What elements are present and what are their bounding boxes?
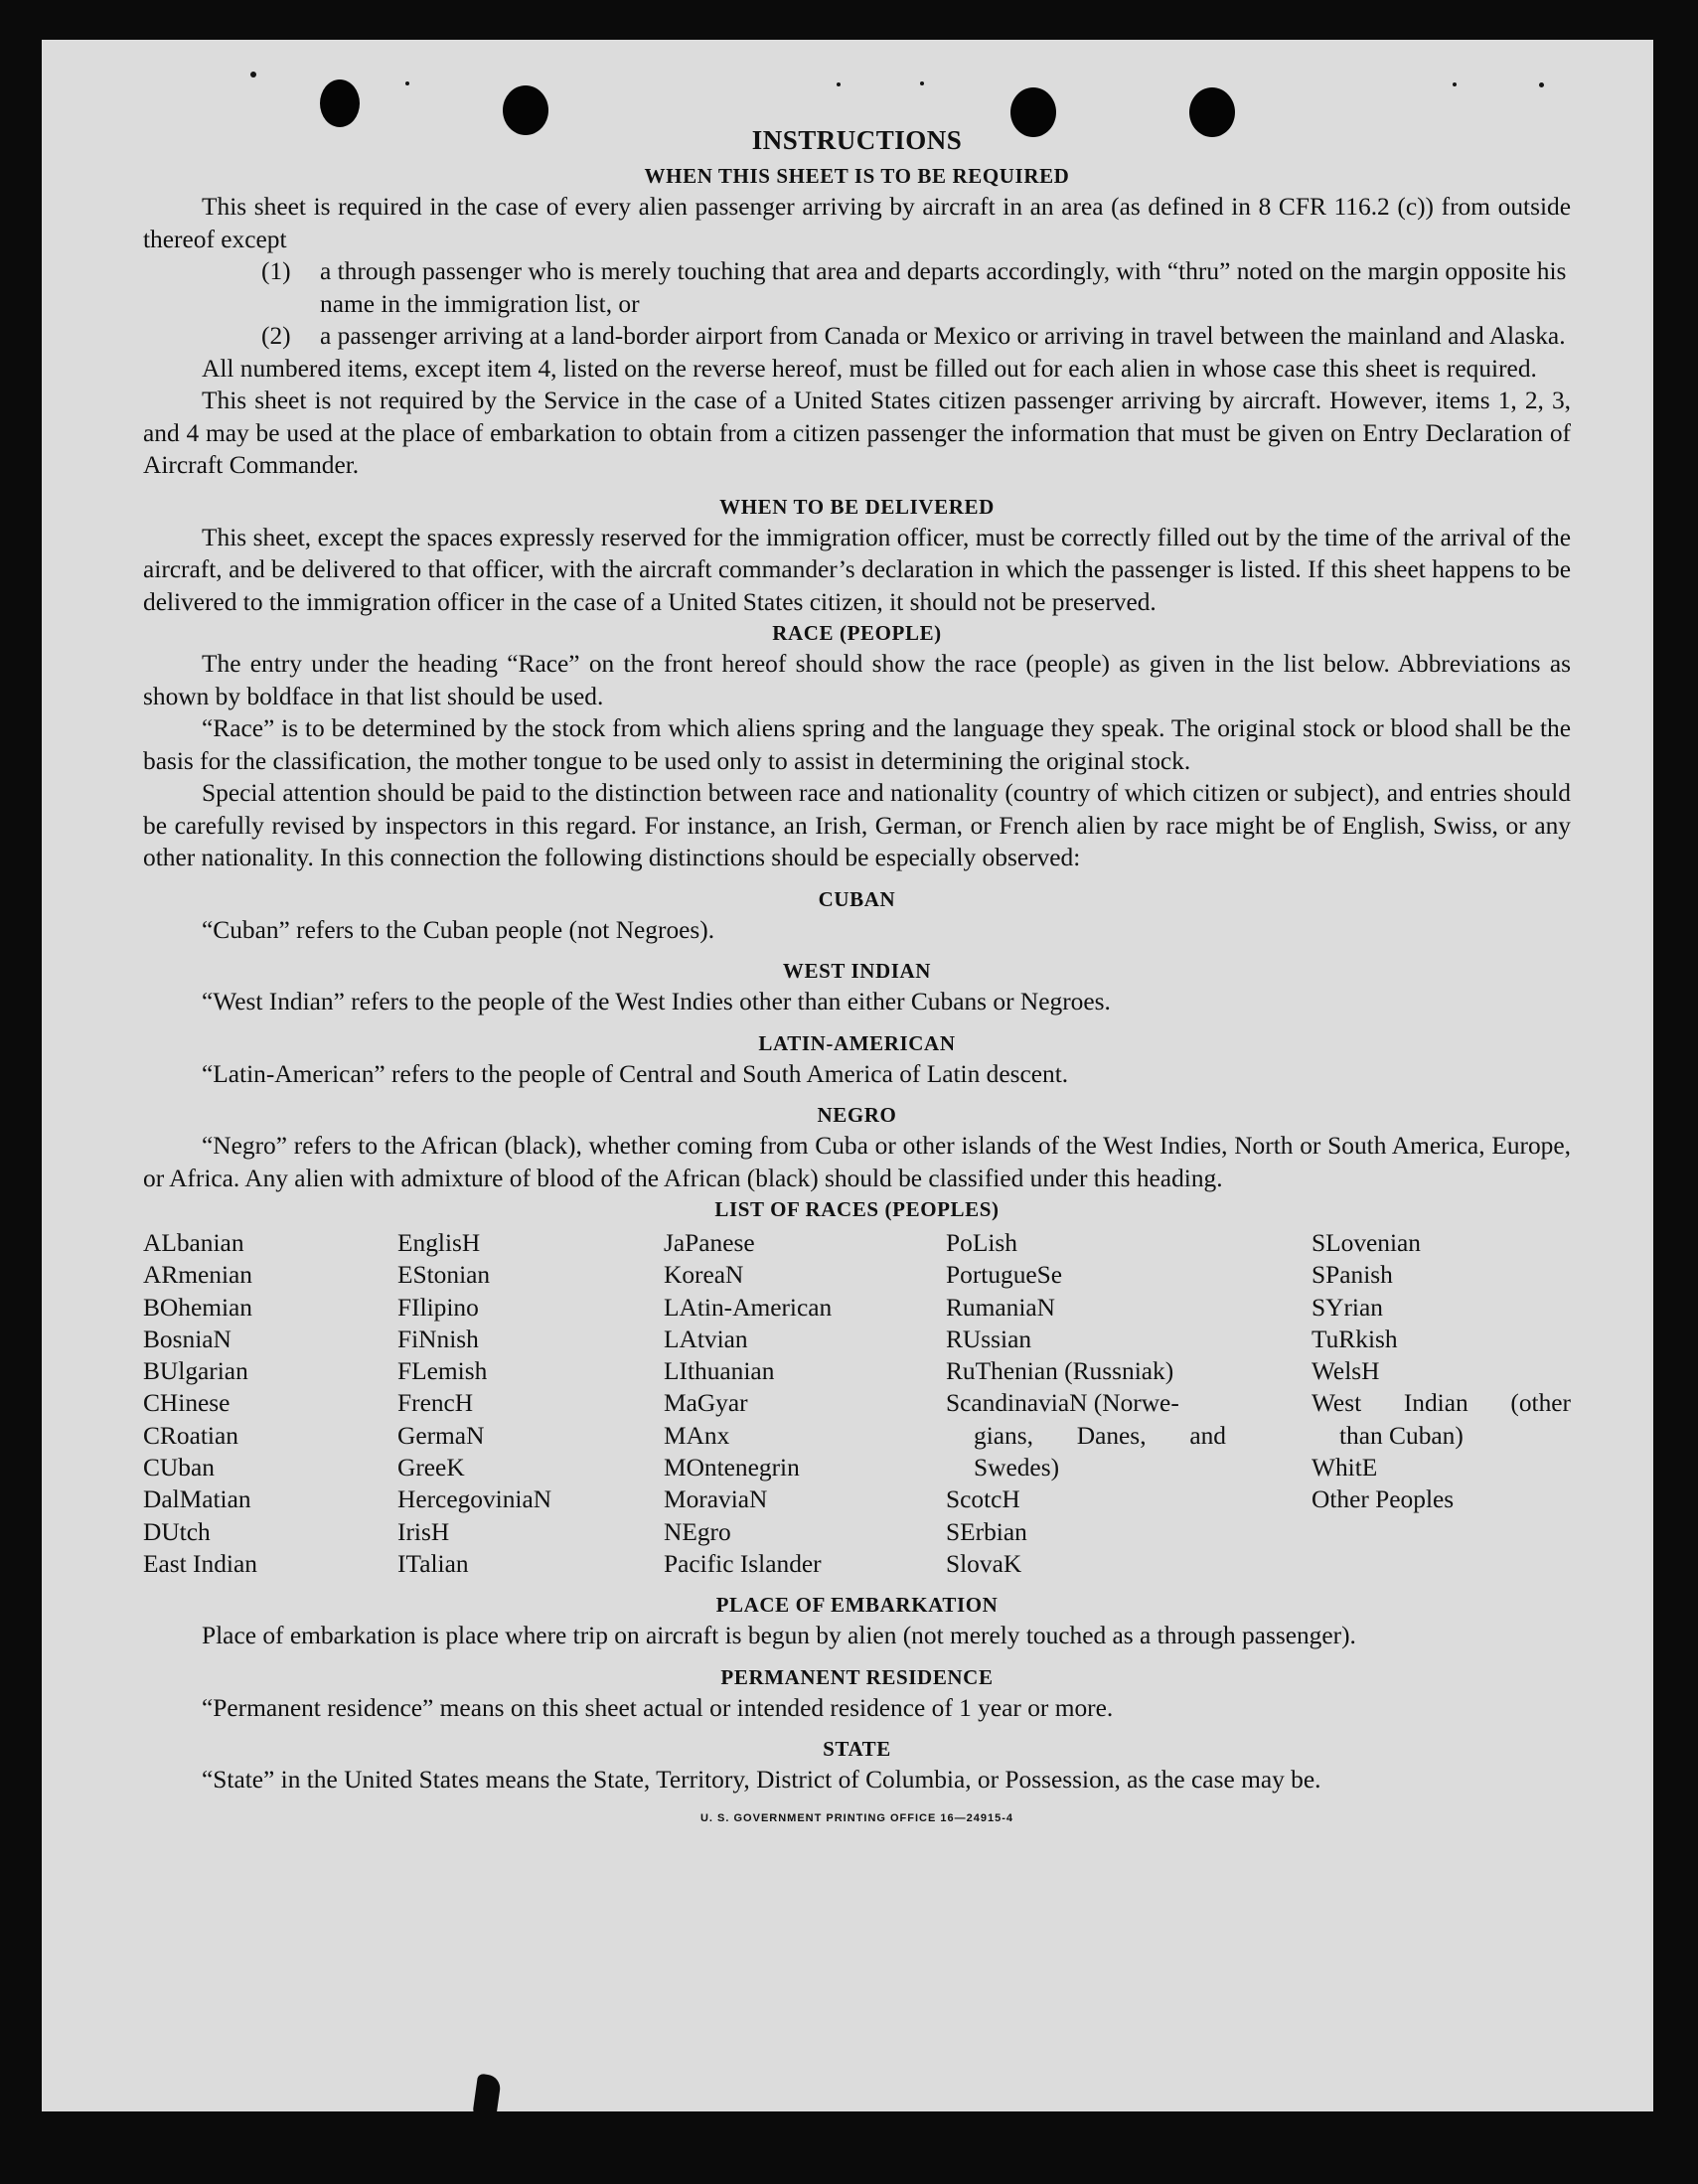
race-entry: Swedes)	[974, 1454, 1060, 1482]
paragraph: The entry under the heading “Race” on the front hereof should show the race (people) as given in the list below. Abbreviations as shown by boldface in that list should be used.	[143, 650, 1571, 710]
race-entry: ScandinaviaN (Norwe-	[946, 1389, 1179, 1418]
race-entry: gians, Danes, and	[974, 1421, 1226, 1450]
race-entry: RuThenian (Russniak)	[946, 1357, 1174, 1386]
race-entry: WhitE	[1312, 1454, 1378, 1482]
race-entry: TuRkish	[1312, 1325, 1398, 1353]
paragraph: “Permanent residence” means on this sheet actual or intended residence of 1 year or more.	[202, 1693, 1114, 1722]
race-entry: SLovenian	[1312, 1229, 1422, 1257]
dust-speck	[920, 81, 924, 85]
printer-imprint: U. S. GOVERNMENT PRINTING OFFICE 16—24915-4	[699, 1811, 1013, 1824]
race-entry: FIlipino	[397, 1293, 479, 1322]
dust-speck	[1539, 82, 1544, 87]
paragraph: “Negro” refers to the African (black), whether coming from Cuba or other islands of the West Indies, North or South America, Europe, or Africa. Any alien with admixture of blood of the African (black) should be classified under this heading.	[143, 1132, 1571, 1192]
section-heading: CUBAN	[818, 886, 896, 911]
paragraph: “West Indian” refers to the people of the West Indies other than either Cubans or Negroes.	[202, 988, 1111, 1015]
race-entry: NEgro	[664, 1517, 731, 1546]
item-text: a passenger arriving at a land-border airport from Canada or Mexico or arriving in travel between the mainland and Alaska.	[320, 322, 1566, 350]
race-column	[664, 1227, 946, 1580]
race-entry: ITalian	[397, 1549, 469, 1578]
race-column	[397, 1227, 664, 1580]
race-entry: JaPanese	[664, 1229, 755, 1257]
list-item	[261, 320, 1571, 353]
race-entry: CRoatian	[143, 1421, 238, 1450]
race-entry: KoreaN	[664, 1261, 744, 1290]
race-entry: BUlgarian	[143, 1357, 248, 1386]
race-entry: MaGyar	[664, 1389, 748, 1418]
race-entry: SYrian	[1312, 1293, 1383, 1322]
race-entry: LIthuanian	[664, 1357, 775, 1386]
race-entry: GermaN	[397, 1421, 485, 1450]
race-entry: RumaniaN	[946, 1293, 1056, 1322]
race-entry: SPanish	[1312, 1261, 1393, 1290]
race-entry: DalMatian	[143, 1485, 251, 1514]
race-entry: MoraviaN	[664, 1485, 768, 1514]
race-entry: EnglisH	[397, 1229, 481, 1257]
race-entry: SlovaK	[946, 1549, 1022, 1578]
paragraph: “Race” is to be determined by the stock from which aliens spring and the language they speak. The original stock or blood shall be the basis for the classification, the mother tongue to be used only to assist in determining the original stock.	[143, 714, 1571, 775]
paragraph: Place of embarkation is place where trip on aircraft is begun by alien (not merely touched as a through passenger).	[202, 1622, 1356, 1650]
race-entry: FLemish	[397, 1357, 488, 1386]
race-column	[143, 1227, 397, 1580]
race-entry: CUban	[143, 1454, 215, 1482]
race-column	[1312, 1227, 1571, 1580]
race-entry: IrisH	[397, 1517, 450, 1546]
race-entry: PoLish	[946, 1229, 1017, 1257]
item-number: (2)	[261, 322, 291, 350]
race-list	[143, 1227, 1571, 1580]
race-entry: Other Peoples	[1312, 1485, 1455, 1514]
section-heading: NEGRO	[817, 1103, 897, 1127]
paper-tear	[472, 2074, 502, 2111]
section-heading: LATIN-AMERICAN	[758, 1030, 956, 1055]
section-heading: STATE	[823, 1737, 891, 1762]
section-heading: RACE (PEOPLE)	[772, 621, 942, 645]
race-entry: WelsH	[1312, 1357, 1380, 1386]
paragraph: “Cuban” refers to the Cuban people (not Negroes).	[202, 915, 715, 944]
list-item	[261, 255, 1571, 320]
race-entry: RUssian	[946, 1325, 1032, 1353]
race-entry: ScotcH	[946, 1485, 1020, 1514]
race-entry: HercegoviniaN	[397, 1485, 552, 1514]
item-text: a through passenger who is merely touching that area and departs accordingly, with “thru” noted on the margin opposite his name in the immigration list, or	[320, 257, 1567, 318]
section-heading: LIST OF RACES (PEOPLES)	[714, 1197, 1000, 1221]
paragraph: “Latin-American” refers to the people of Central and South America of Latin descent.	[202, 1059, 1069, 1088]
race-entry: MOntenegrin	[664, 1454, 800, 1482]
section-heading: PLACE OF EMBARKATION	[715, 1593, 999, 1618]
race-entry: GreeK	[397, 1454, 465, 1482]
paragraph: All numbered items, except item 4, listed on the reverse hereof, must be filled out for each alien in whose case this sheet is required.	[202, 354, 1537, 383]
paragraph: This sheet, except the spaces expressly reserved for the immigration officer, must be correctly filled out by the time of the arrival of the aircraft, and be delivered to that officer, with the aircraft commander’s declaration in which the passenger is listed. If this sheet happens to be delivered to the immigration officer in the case of a United States citizen, it should not be preserved.	[143, 523, 1571, 616]
dust-speck	[405, 81, 409, 85]
paragraph: This sheet is required in the case of every alien passenger arriving by aircraft in an area (as defined in 8 CFR 116.2 (c)) from outside thereof except	[143, 193, 1571, 253]
document-sheet	[42, 40, 1653, 2111]
race-entry: Pacific Islander	[664, 1549, 822, 1578]
race-column	[946, 1227, 1312, 1580]
race-entry: ALbanian	[143, 1229, 244, 1257]
race-entry: EStonian	[397, 1261, 491, 1290]
race-entry: SErbian	[946, 1517, 1027, 1546]
paragraph: “State” in the United States means the State, Territory, District of Columbia, or Possession, as the case may be.	[202, 1766, 1321, 1794]
race-entry: ARmenian	[143, 1261, 253, 1290]
race-entry: FrencH	[397, 1389, 474, 1418]
section-heading: PERMANENT RESIDENCE	[720, 1664, 994, 1689]
race-entry: East Indian	[143, 1549, 257, 1578]
dust-speck	[837, 82, 841, 86]
race-entry: CHinese	[143, 1389, 231, 1418]
dust-speck	[250, 72, 256, 78]
race-entry: than Cuban)	[1339, 1421, 1464, 1450]
race-entry: MAnx	[664, 1421, 730, 1450]
instructions-content	[143, 119, 1571, 1834]
race-entry: DUtch	[143, 1517, 211, 1546]
page-title: INSTRUCTIONS	[751, 125, 963, 155]
race-entry: LAtin-American	[664, 1293, 833, 1322]
race-entry: FiNnish	[397, 1325, 479, 1353]
dust-speck	[1453, 82, 1457, 86]
race-entry: LAtvian	[664, 1325, 748, 1353]
paragraph: This sheet is not required by the Service in the case of a United States citizen passenger arriving by aircraft. However, items 1, 2, 3, and 4 may be used at the place of embarkation to obtain from a citizen passenger the information that must be given on Entry Declaration of Aircraft Commander.	[143, 387, 1571, 479]
section-heading: WHEN THIS SHEET IS TO BE REQUIRED	[644, 164, 1070, 188]
section-heading: WEST INDIAN	[782, 959, 932, 983]
item-number: (1)	[261, 257, 291, 285]
section-heading: WHEN TO BE DELIVERED	[719, 494, 995, 519]
race-entry: PortugueSe	[946, 1261, 1063, 1290]
race-entry: West Indian (other	[1312, 1389, 1571, 1418]
race-entry: BOhemian	[143, 1293, 253, 1322]
race-entry: BosniaN	[143, 1325, 232, 1353]
paragraph: Special attention should be paid to the distinction between race and nationality (country of which citizen or subject), and entries should be carefully revised by inspectors in this regard. For instance, an Irish, German, or French alien by race might be of English, Swiss, or any other nationality. In this connection the following distinctions should be especially observed:	[143, 779, 1571, 871]
